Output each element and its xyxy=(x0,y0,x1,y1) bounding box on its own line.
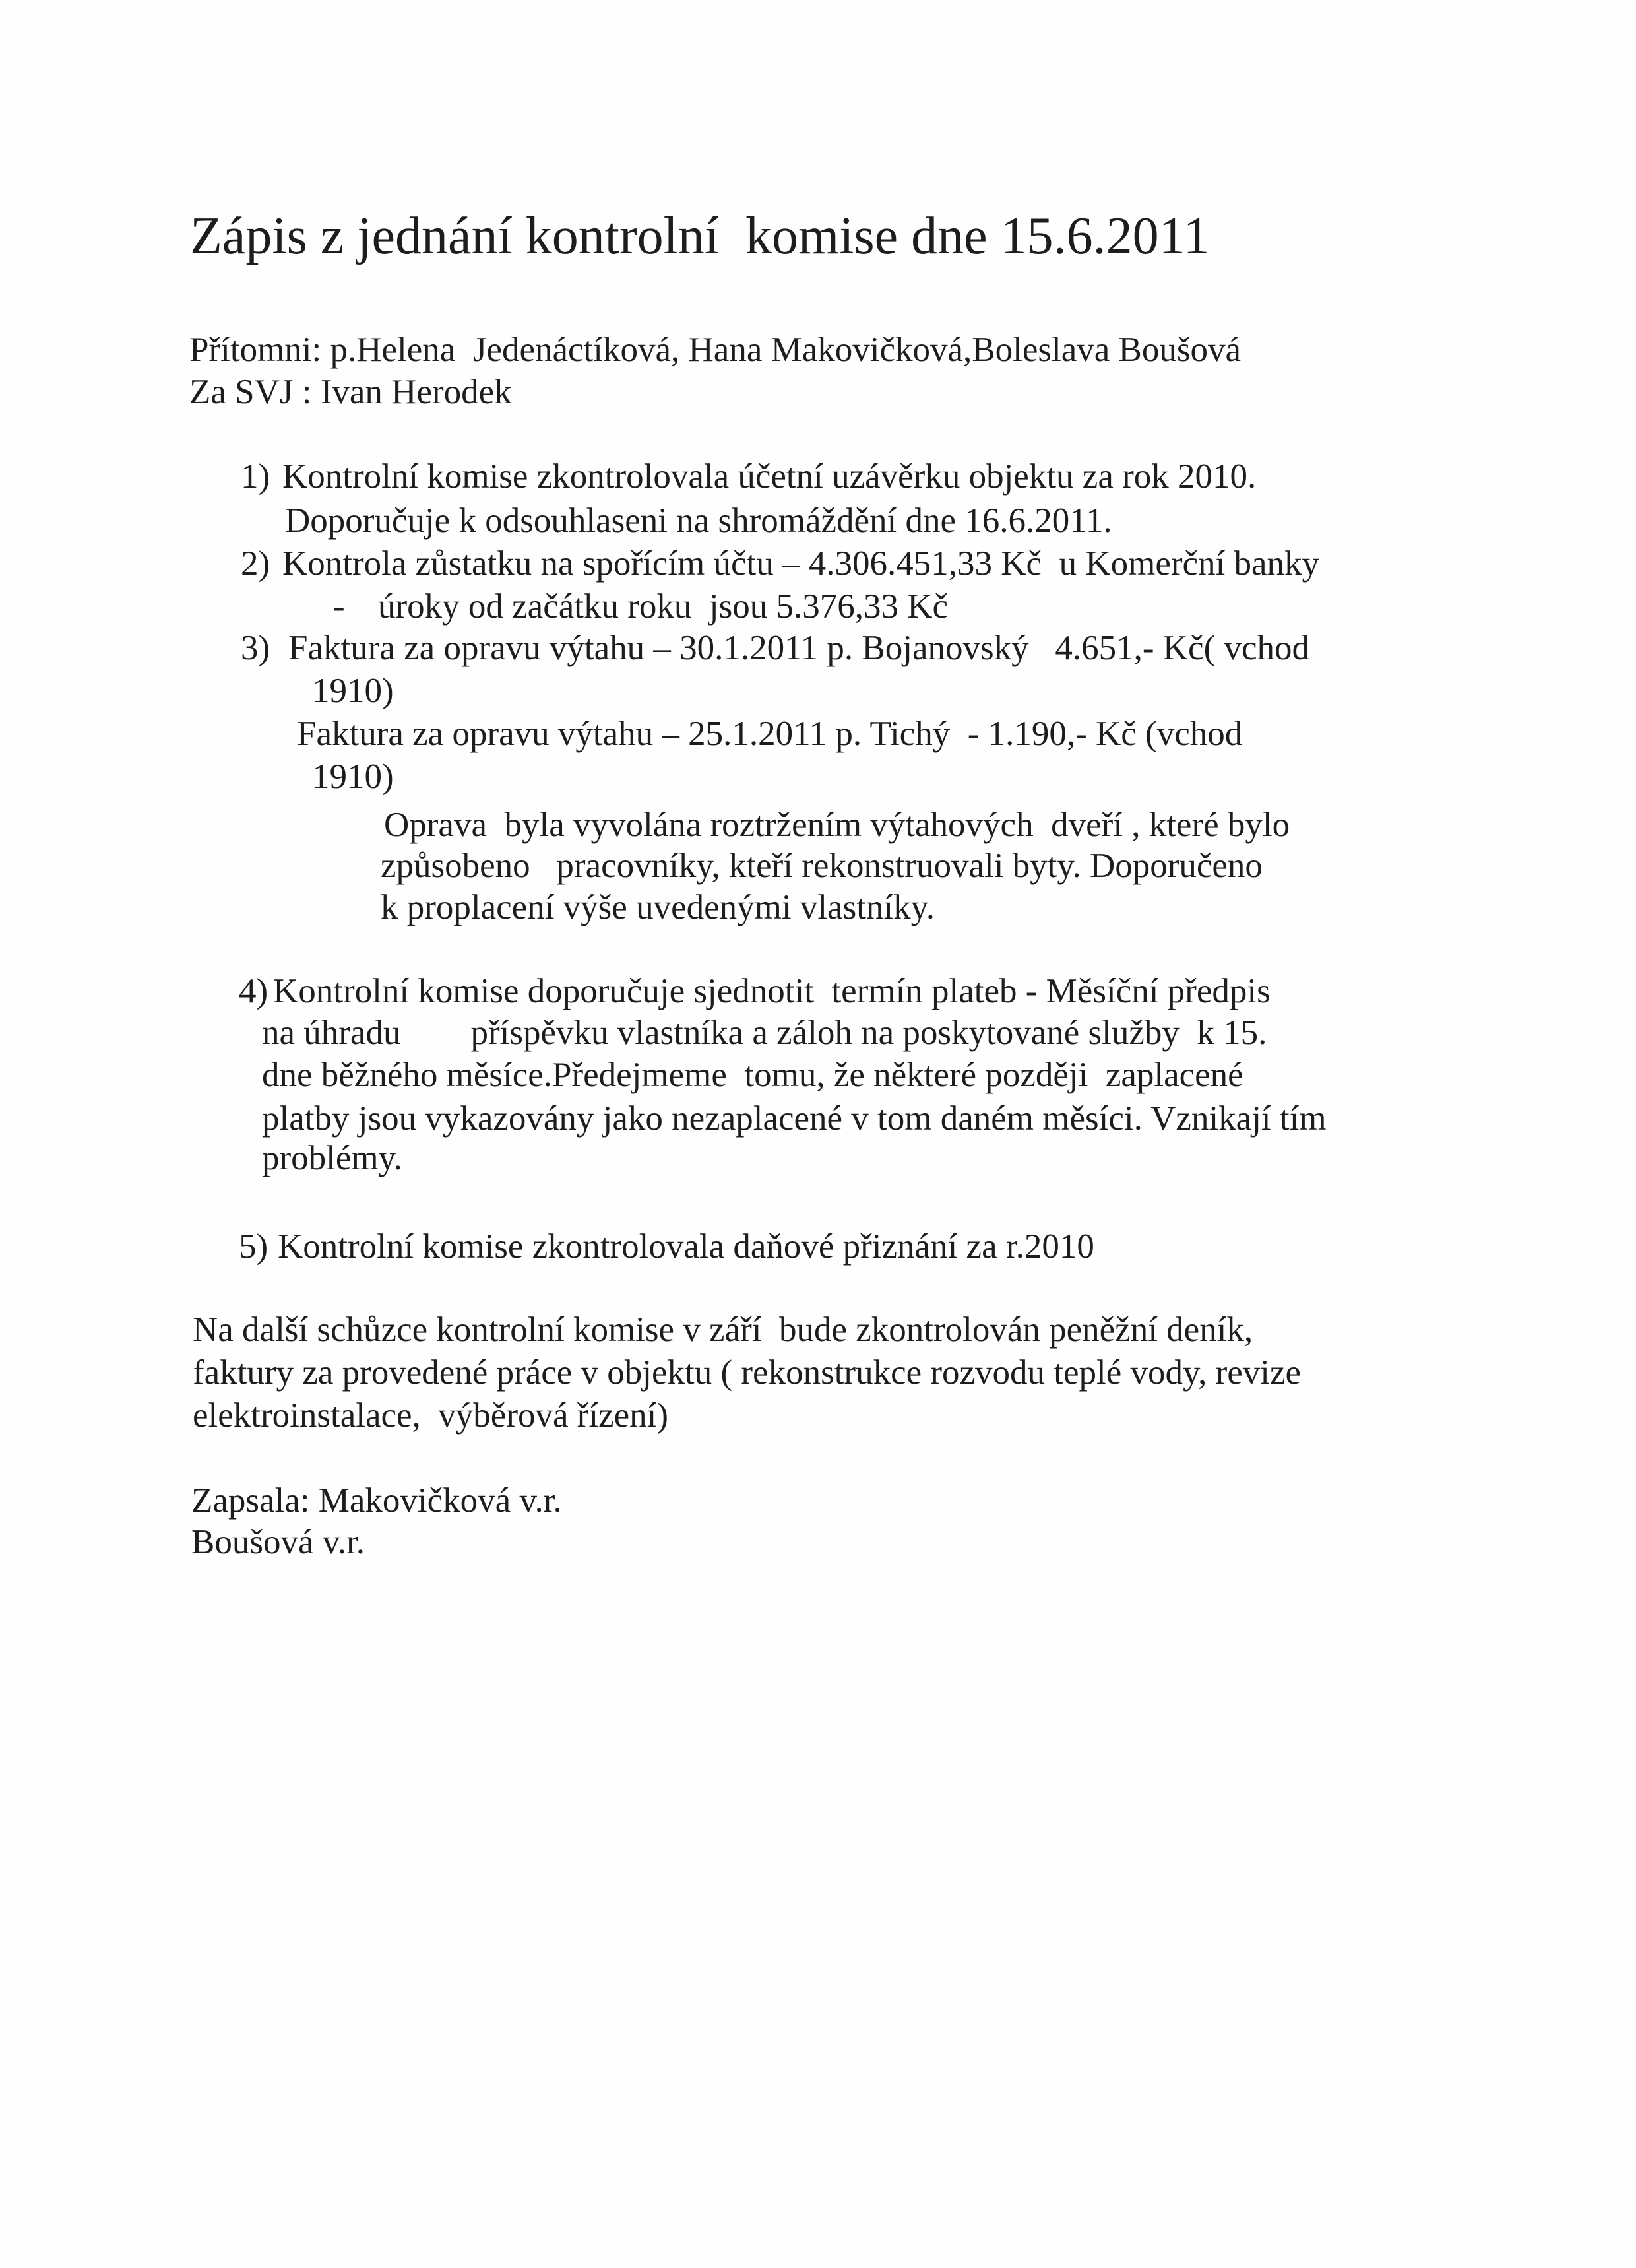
item-text-line: platby jsou vykazovány jako nezaplacené v tom daném měsíci. Vznikají tím xyxy=(262,1099,1327,1138)
item-note-line: Oprava byla vyvolána roztržením výtahových dveří , které bylo xyxy=(384,806,1290,844)
sub-item-text: úroky od začátku roku jsou 5.376,33 Kč xyxy=(378,587,949,626)
item-text-line: 1910) xyxy=(312,672,394,710)
item-number: 1) xyxy=(241,457,270,496)
item-text-line: Kontrolní komise zkontrolovala účetní uzávěrku objektu za rok 2010. xyxy=(282,457,1257,496)
item-text-line: na úhradu příspěvku vlastníka a záloh na poskytované služby k 15. xyxy=(262,1014,1267,1052)
item-text-line: Kontrolní komise zkontrolovala daňové přiznání za r.2010 xyxy=(278,1227,1094,1266)
item-text-line: dne běžného měsíce.Předejmeme tomu, že některé později zaplacené xyxy=(262,1056,1243,1094)
item-text-line: Faktura za opravu výtahu – 30.1.2011 p. Bojanovský 4.651,- Kč( vchod xyxy=(288,629,1309,667)
item-text-line: Kontrola zůstatku na spořícím účtu – 4.306.451,33 Kč u Komerční banky xyxy=(282,544,1320,583)
item-text-line: Doporučuje k odsouhlaseni na shromáždění dne 16.6.2011. xyxy=(285,502,1112,540)
paragraph-line: faktury za provedené práce v objektu ( rekonstrukce rozvodu teplé vody, revize xyxy=(193,1353,1302,1392)
document-title: Zápis z jednání kontrolní komise dne 15.6.2011 xyxy=(190,207,1210,265)
sub-bullet-dash: - xyxy=(333,587,345,626)
cosigner-line: Boušová v.r. xyxy=(191,1523,365,1561)
item-number: 4) xyxy=(239,972,268,1010)
paragraph-line: elektroinstalace, výběrová řízení) xyxy=(193,1396,669,1435)
attendees-line: Přítomni: p.Helena Jedenáctíková, Hana Makovičková,Boleslava Boušová xyxy=(189,331,1242,369)
item-number: 3) xyxy=(241,629,270,667)
svj-representative-line: Za SVJ : Ivan Herodek xyxy=(189,373,512,411)
paragraph-line: Na další schůzce kontrolní komise v září bude zkontrolován peněžní deník, xyxy=(193,1311,1253,1349)
item-text-line: Faktura za opravu výtahu – 25.1.2011 p. Tichý - 1.190,- Kč (vchod xyxy=(297,715,1243,753)
item-text-line: 1910) xyxy=(312,758,394,796)
item-note-line: k proplacení výše uvedenými vlastníky. xyxy=(381,888,935,926)
item-number: 2) xyxy=(241,544,270,583)
recorded-by-line: Zapsala: Makovičková v.r. xyxy=(191,1481,562,1520)
item-note-line: způsobeno pracovníky, kteří rekonstruovali byty. Doporučeno xyxy=(381,847,1263,885)
item-text-line: problémy. xyxy=(262,1139,402,1177)
item-text-line: Kontrolní komise doporučuje sjednotit termín plateb - Měsíční předpis xyxy=(273,972,1271,1010)
item-number: 5) xyxy=(239,1227,268,1266)
